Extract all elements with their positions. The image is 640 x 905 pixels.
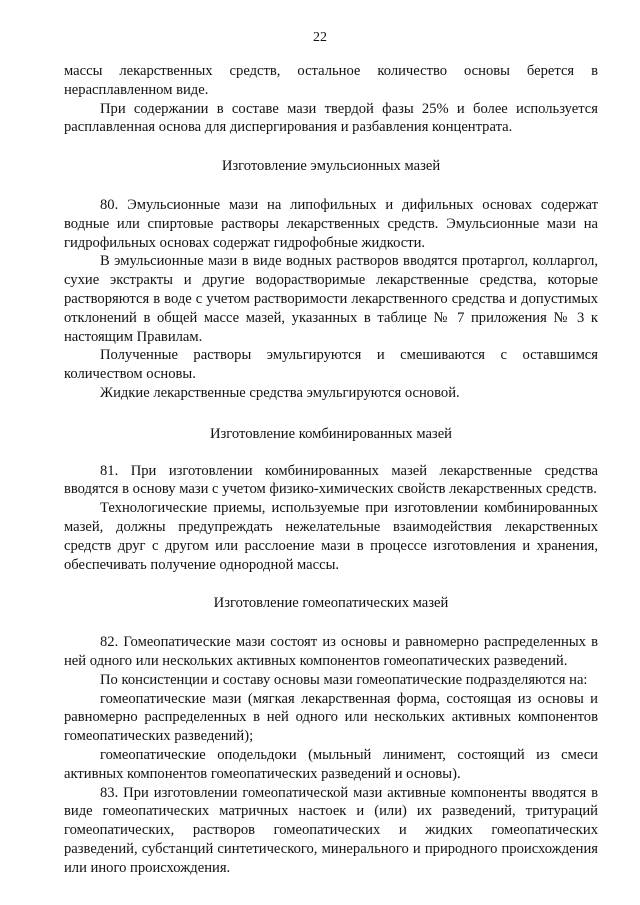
paragraph: Полученные растворы эмульгируются и смешиваются с оставшимся количеством основы. — [64, 347, 598, 383]
page-number: 22 — [313, 30, 327, 45]
paragraph: Жидкие лекарственные средства эмульгируются основой. — [100, 384, 460, 401]
paragraph: 82. Гомеопатические мази состоят из основы и равномерно распределенных в ней одного или нескольких активных компонентов гомеопатических разведений. — [64, 634, 598, 669]
paragraph: 81. При изготовлении комбинированных мазей лекарственные средства вводятся в основу мази с учетом физико-химических свойств лекарственных средств. — [64, 462, 598, 498]
paragraph: 80. Эмульсионные мази на липофильных и дифильных основах содержат водные или спиртовые растворы лекарственных средств. Эмульсионные мази на гидрофильных основах содержат гидрофобные жидкости. — [64, 196, 598, 251]
paragraph: В эмульсионные мази в виде водных растворов вводятся протаргол, колларгол, сухие экстракты и другие водорастворимые лекарственные средства, которые растворяются в воде с учетом растворимости лекарственного средства и допустимых отклонений в общей массе мазей, указанных в таблице № 7 приложения № 3 к настоящим Правилам. — [64, 253, 598, 345]
section-heading: Изготовление эмульсионных мазей — [221, 158, 441, 175]
paragraph: Технологические приемы, используемые при изготовлении комбинированных мазей, должны предупреждать нежелательные взаимодействия лекарственных средств друг с другом или расслоение мази в процессе изготовления и хранения, обеспечивать получение однородной массы. — [64, 500, 598, 573]
section-heading: Изготовление гомеопатических мазей — [213, 595, 449, 612]
paragraph: При содержании в составе мази твердой фазы 25% и более используется расплавленная основа для диспергирования и разбавления концентрата. — [64, 100, 598, 136]
paragraph: массы лекарственных средств, остальное количество основы берется в нерасплавленном виде. — [64, 63, 598, 98]
paragraph: 83. При изготовлении гомеопатической мази активные компоненты вводятся в виде гомеопатических матричных настоек и (или) их разведений, тритураций гомеопатических, растворов гомеопатических и жидких гомеопатических разведений, субстанций синтетического, минерального и природного происхождения или иного происхождения. — [64, 784, 598, 876]
section-heading: Изготовление комбинированных мазей — [210, 425, 452, 442]
document-body — [64, 62, 598, 877]
list-item: гомеопатические мази (мягкая лекарственная форма, состоящая из основы и равномерно распределенных в ней одного или нескольких активных компонентов гомеопатических разведений); — [64, 690, 598, 745]
list-item: гомеопатические оподельдоки (мыльный линимент, состоящий из смеси активных компонентов гомеопатических разведений и основы). — [64, 746, 598, 782]
paragraph: По консистенции и составу основы мази гомеопатические подразделяются на: — [100, 671, 588, 688]
